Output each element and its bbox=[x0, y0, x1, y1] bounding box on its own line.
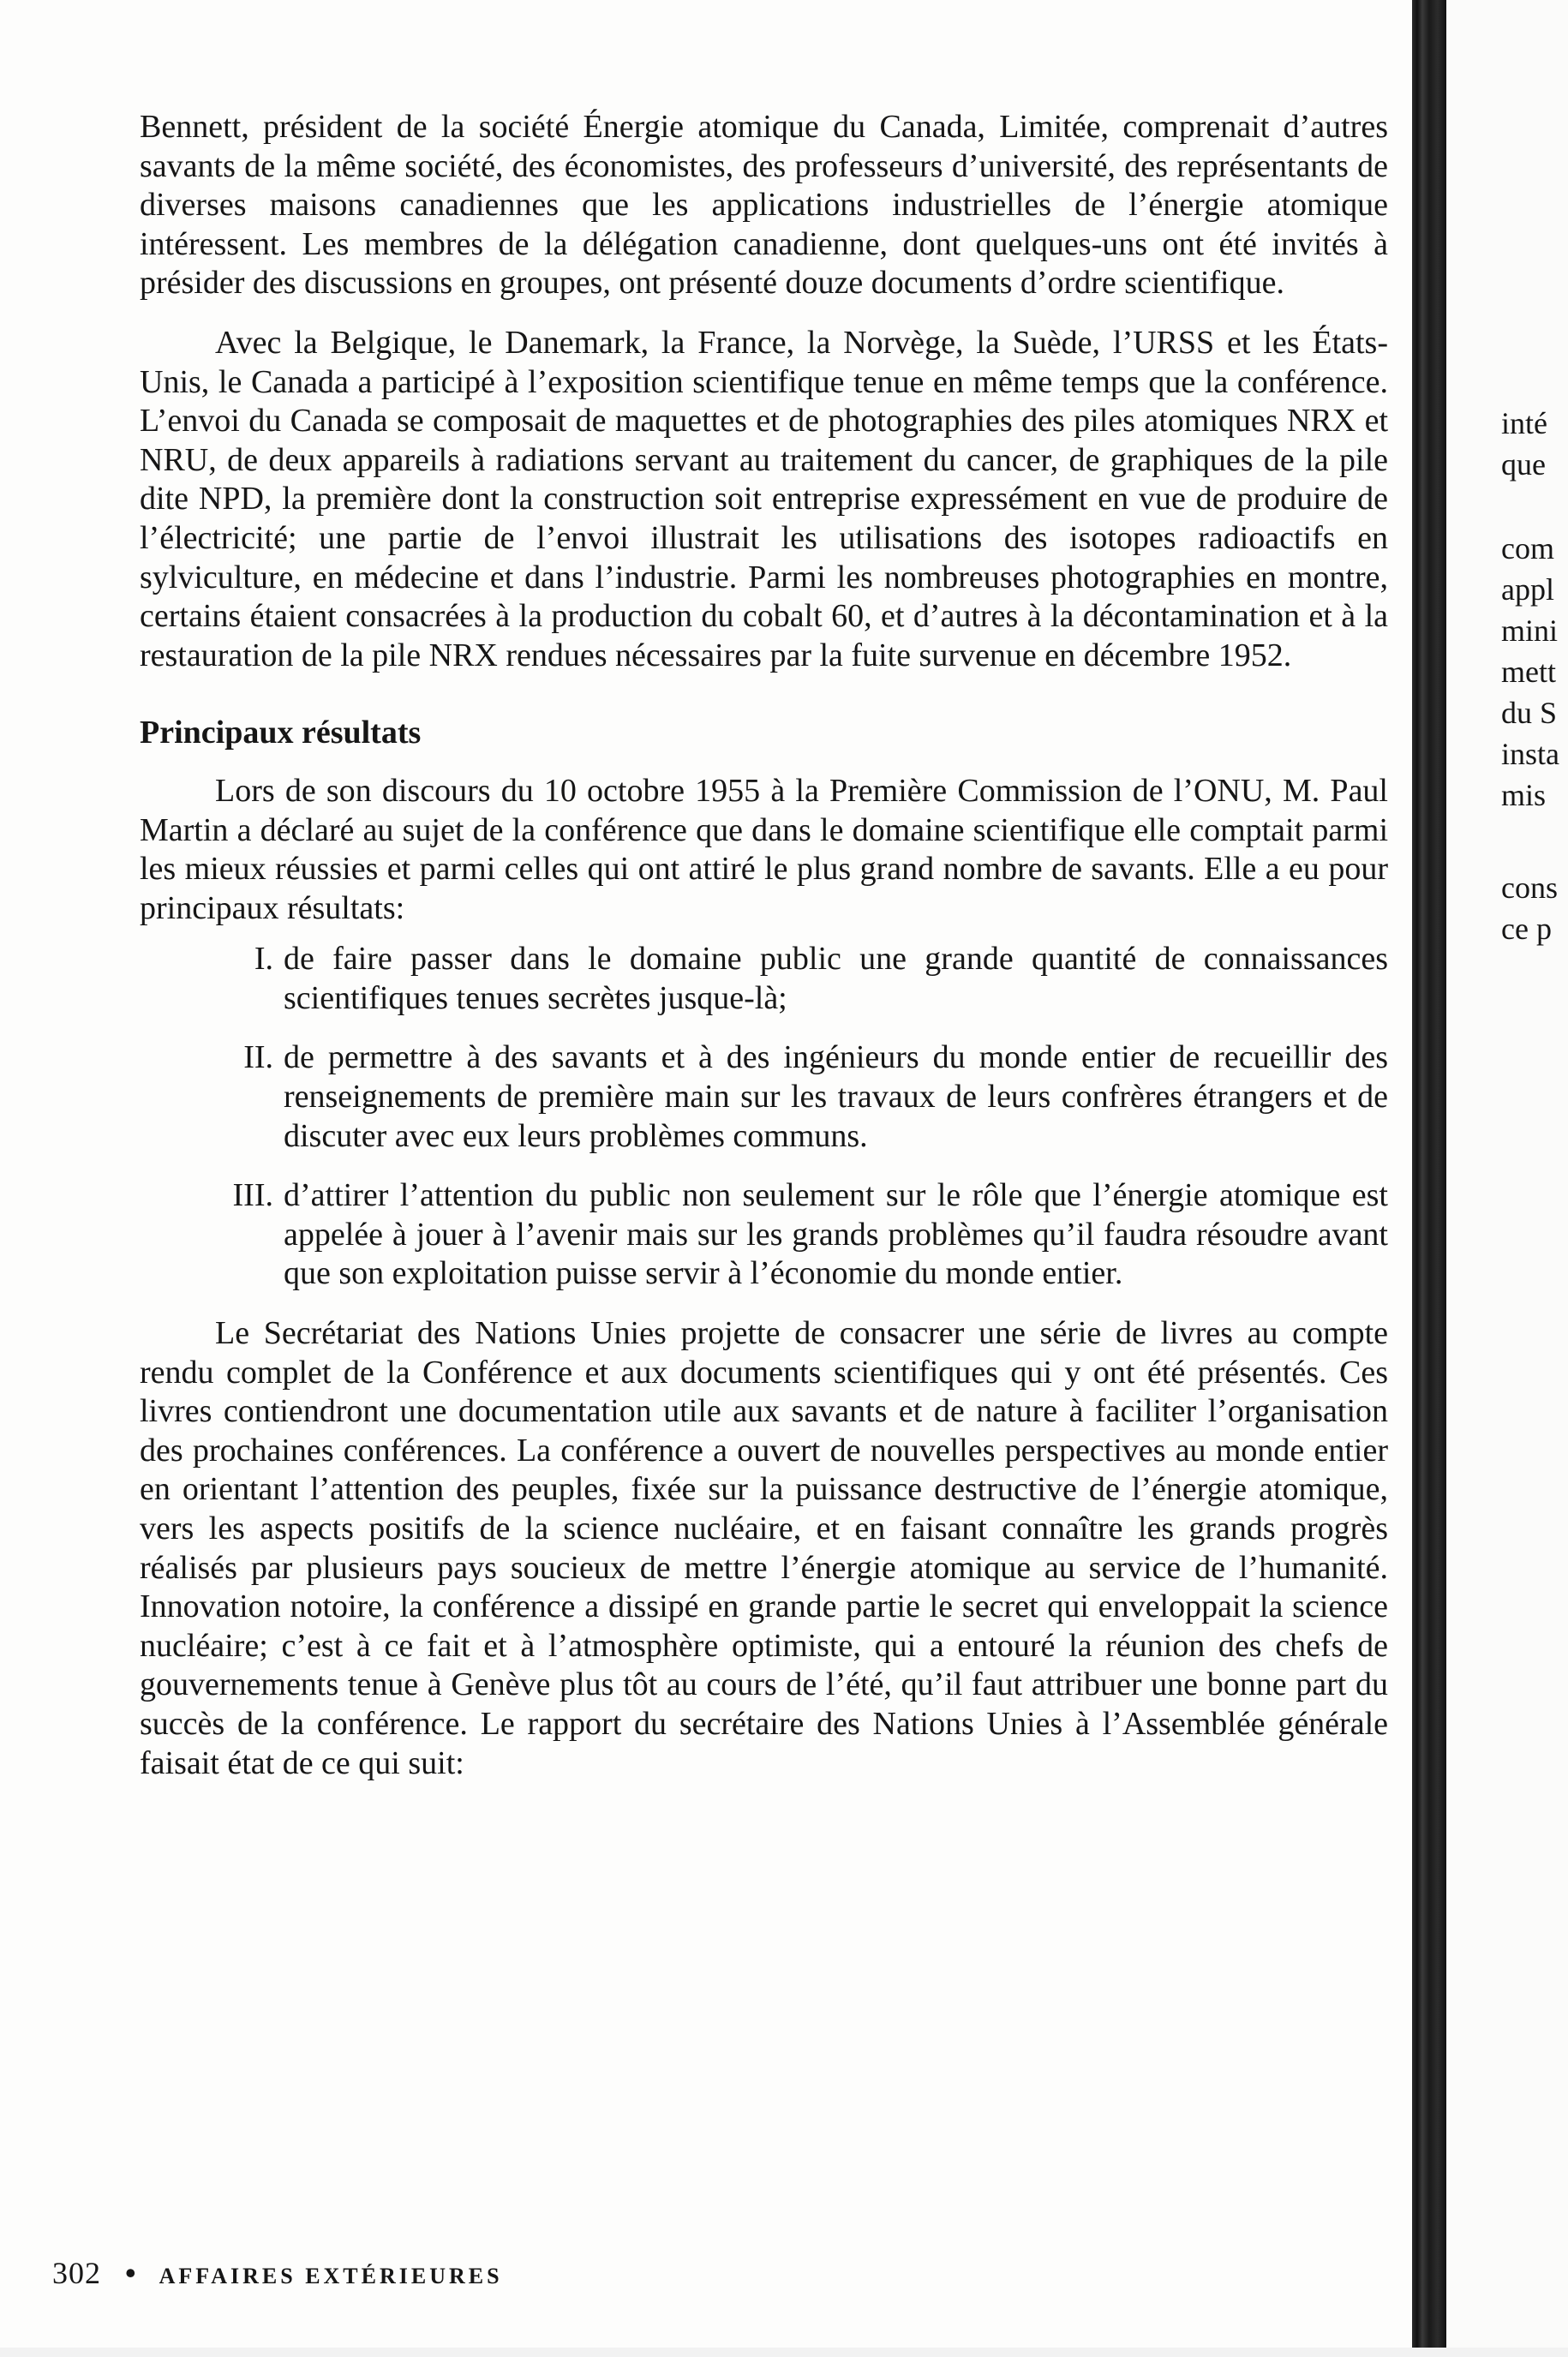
text-column bbox=[140, 108, 1388, 1783]
fragment: mini bbox=[1501, 613, 1559, 648]
binding-gutter bbox=[1412, 0, 1446, 2357]
facing-page-edge bbox=[1446, 0, 1568, 2357]
page-number: 302 bbox=[52, 2256, 101, 2290]
paragraph-3: Lors de son discours du 10 octobre 1955 à la Première Commission de l’ONU, M. Paul Martin a déclaré au sujet de la conférence que dans le domaine scientifique elle comptait parmi les mieux réussies et parmi celles qui ont attiré le plus grand nombre de savants. Elle a eu pour principaux résultats: bbox=[140, 772, 1388, 926]
fragment: inté bbox=[1501, 406, 1547, 440]
results-list bbox=[140, 940, 1388, 1294]
fragment: du S bbox=[1501, 696, 1558, 730]
paragraph-1: Bennett, président de la société Énergie atomique du Canada, Limitée, comprenait d’autres savants de la même société, des économistes, des professeurs d’université, des représentants de diverses maisons canadiennes que les applications industrielles de l’énergie atomique intéressent. Les membres de la délégation canadienne, dont quelques-uns ont été invités à présider des discussions en groupes, ont présenté douze documents d’ordre scientifique. bbox=[140, 109, 1388, 302]
list-number: III. bbox=[232, 1177, 273, 1214]
list-item bbox=[140, 1038, 1388, 1156]
spacer bbox=[1501, 816, 1559, 867]
fragment: com bbox=[1501, 531, 1554, 565]
section-heading: Principaux résultats bbox=[140, 715, 422, 751]
scan-edge bbox=[0, 2348, 1568, 2357]
paragraph-2: Avec la Belgique, le Danemark, la France, la Norvège, la Suède, l’URSS et les États-Unis, le Canada a participé à l’exposition scientifique tenue en même temps que la conférence. L’envoi du Canada se composait de maquettes et de photographies des piles atomiques NRX et NRU, de deux appareils à radiations servant au traitement du cancer, de graphiques de la pile dite NPD, la première dont la construction soit entreprise expressément en vue de produire de l’électricité; une partie de l’envoi illustrait les utilisations des isotopes radioactifs en sylviculture, en médecine et dans l’industrie. Parmi les nombreuses photographies en montre, certains étaient consacrées à la production du cobalt 60, et d’autres à la décontamination et à la restauration de la pile NRX rendues nécessaires par la fuite survenue en décembre 1952. bbox=[140, 324, 1388, 673]
spacer bbox=[140, 753, 1388, 772]
fragment: mett bbox=[1501, 655, 1556, 689]
list-item bbox=[140, 940, 1388, 1018]
fragment: appl bbox=[1501, 572, 1554, 607]
fragment: ce p bbox=[1501, 912, 1552, 946]
running-head: AFFAIRES EXTÉRIEURES bbox=[159, 2264, 503, 2288]
fragment: mis bbox=[1501, 778, 1547, 812]
spacer bbox=[1501, 485, 1559, 528]
page-footer bbox=[52, 2255, 503, 2291]
list-number: II. bbox=[243, 1039, 273, 1076]
fragment: que bbox=[1501, 447, 1546, 482]
list-text: de permettre à des savants et à des ingénieurs du monde entier de recueillir des renseignements de première main sur les travaux de leurs confrères étrangers et de discuter avec eux leurs problèmes communs. bbox=[284, 1039, 1388, 1154]
spacer bbox=[140, 303, 1388, 324]
bullet-separator: • bbox=[125, 2256, 137, 2290]
facing-page-text bbox=[1501, 403, 1559, 949]
fragment: insta bbox=[1501, 737, 1559, 771]
list-item bbox=[140, 1176, 1388, 1294]
paragraph-4: Le Secrétariat des Nations Unies projette de consacrer une série de livres au compte rendu complet de la Conférence et aux documents scientifiques qui y ont été présentés. Ces livres contiendront une documentation utile aux savants et de nature à faciliter l’organisation des prochaines conférences. La conférence a ouvert de nouvelles perspectives au monde entier en orientant l’attention des peuples, fixée sur la puissance destructive de l’énergie atomique, vers les aspects positifs de la science nucléaire, et en faisant connaître les grands progrès réalisés par plusieurs pays soucieux de mettre l’énergie atomique au service de l’humanité. Innovation notoire, la conférence a dissipé en grande partie le secret qui enveloppait la science nucléaire; c’est à ce fait et à l’atmosphère optimiste, qui a entouré la réunion des chefs de gouvernements tenue à Genève plus tôt au cours de l’été, qu’il faut attribuer une bonne part du succès de la conférence. Le rapport du secrétaire des Nations Unies à l’Assemblée générale faisait état de ce qui suit: bbox=[140, 1315, 1388, 1781]
list-number: I. bbox=[254, 941, 273, 978]
spacer bbox=[140, 675, 1388, 714]
fragment: cons bbox=[1501, 870, 1558, 905]
list-text: d’attirer l’attention du public non seulement sur le rôle que l’énergie atomique est appelée à jouer à l’avenir mais sur les grands problèmes qu’il faudra résoudre avant que son exploitation puisse servir à l’économie du monde entier. bbox=[284, 1177, 1388, 1292]
list-text: de faire passer dans le domaine public une grande quantité de connaissances scientifiques tenues secrètes jusque-là; bbox=[284, 941, 1388, 1016]
